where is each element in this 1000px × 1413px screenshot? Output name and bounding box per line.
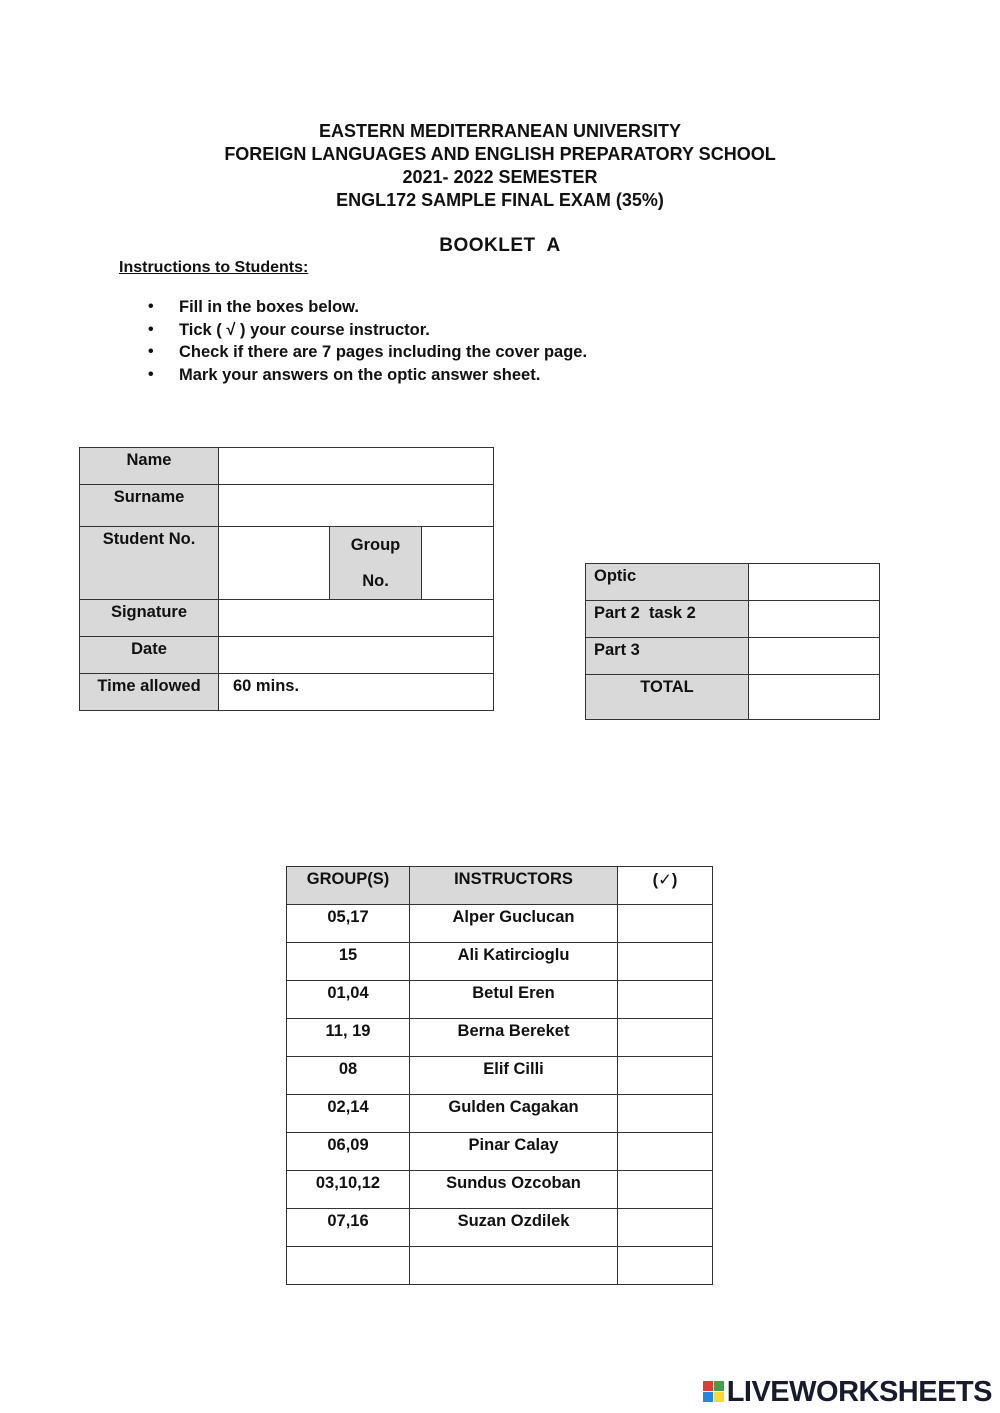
groups-cell: 08 — [287, 1057, 410, 1095]
tick-cell[interactable] — [618, 1095, 713, 1133]
groups-cell: 11, 19 — [287, 1019, 410, 1057]
part2-task2-score-field[interactable] — [749, 601, 880, 638]
groups-cell: 01,04 — [287, 981, 410, 1019]
table-row — [287, 905, 713, 943]
list-item: • Check if there are 7 pages including the cover page. — [119, 341, 587, 364]
total-label: TOTAL — [586, 675, 749, 720]
tick-cell[interactable] — [618, 1171, 713, 1209]
instructor-name-cell: Pinar Calay — [410, 1133, 618, 1171]
tick-cell[interactable] — [618, 1019, 713, 1057]
table-row — [287, 1057, 713, 1095]
groups-cell: 06,09 — [287, 1133, 410, 1171]
tick-cell[interactable] — [618, 1057, 713, 1095]
time-allowed-value: 60 mins. — [219, 674, 494, 711]
groups-cell-empty[interactable] — [287, 1247, 410, 1285]
table-row — [287, 1019, 713, 1057]
group-no-field[interactable] — [422, 527, 494, 600]
table-row — [287, 1209, 713, 1247]
instructor-name-cell: Elif Cilli — [410, 1057, 618, 1095]
table-row — [287, 981, 713, 1019]
university-name: EASTERN MEDITERRANEAN UNIVERSITY — [318, 121, 682, 141]
liveworksheets-logo — [703, 1377, 992, 1407]
list-item: • Mark your answers on the optic answer sheet. — [119, 364, 587, 387]
bullet-icon: • — [148, 343, 154, 360]
table-row — [287, 943, 713, 981]
surname-field[interactable] — [219, 485, 494, 527]
date-label: Date — [80, 637, 219, 674]
time-allowed-label: Time allowed — [80, 674, 219, 711]
groups-cell: 05,17 — [287, 905, 410, 943]
bullet-icon: • — [148, 365, 154, 383]
groups-cell: 07,16 — [287, 1209, 410, 1247]
groups-cell: 02,14 — [287, 1095, 410, 1133]
instructor-table — [286, 866, 713, 1285]
name-field[interactable] — [219, 448, 494, 485]
instructor-name-cell: Sundus Ozcoban — [410, 1171, 618, 1209]
tick-cell[interactable] — [618, 943, 713, 981]
instructor-name-cell: Betul Eren — [410, 981, 618, 1019]
name-label: Name — [80, 448, 219, 485]
tick-cell[interactable] — [618, 1133, 713, 1171]
exam-header — [0, 120, 1000, 212]
signature-label: Signature — [80, 600, 219, 637]
instructor-name-cell: Berna Bereket — [410, 1019, 618, 1057]
exam-title: ENGL172 SAMPLE FINAL EXAM (35%) — [336, 190, 664, 210]
date-field[interactable] — [219, 637, 494, 674]
groups-cell: 15 — [287, 943, 410, 981]
part3-label: Part 3 — [586, 638, 749, 675]
score-table — [585, 563, 880, 720]
group-no-label: Group No. — [330, 527, 422, 600]
instructions-list — [119, 296, 587, 386]
bullet-icon: • — [148, 320, 154, 338]
list-item: • Fill in the boxes below. — [119, 296, 587, 319]
student-no-field[interactable] — [219, 527, 330, 600]
total-score-field[interactable] — [749, 675, 880, 720]
tick-cell[interactable] — [618, 905, 713, 943]
list-item: • Tick ( √ ) your course instructor. — [119, 319, 587, 342]
student-no-label: Student No. — [80, 527, 219, 600]
surname-label: Surname — [80, 485, 219, 527]
tick-cell[interactable] — [618, 981, 713, 1019]
instructions-title: Instructions to Students: — [119, 259, 309, 276]
instructors-header: INSTRUCTORS — [410, 867, 618, 905]
instructor-name-cell: Ali Katircioglu — [410, 943, 618, 981]
tick-cell[interactable] — [618, 1247, 713, 1285]
tick-header: (✓) — [618, 867, 713, 905]
liveworksheets-logo-icon — [703, 1381, 725, 1403]
table-row — [287, 1171, 713, 1209]
part3-score-field[interactable] — [749, 638, 880, 675]
table-row — [287, 1133, 713, 1171]
booklet-label: BOOKLET A — [439, 235, 561, 256]
part2-task2-label: Part 2 task 2 — [586, 601, 749, 638]
instructor-name-cell: Alper Guclucan — [410, 905, 618, 943]
table-row-empty — [287, 1247, 713, 1285]
bullet-icon: • — [148, 298, 154, 315]
groups-header: GROUP(S) — [287, 867, 410, 905]
optic-label: Optic — [586, 564, 749, 601]
optic-score-field[interactable] — [749, 564, 880, 601]
instructor-name-cell-empty[interactable] — [410, 1247, 618, 1285]
signature-field[interactable] — [219, 600, 494, 637]
instructor-name-cell: Suzan Ozdilek — [410, 1209, 618, 1247]
tick-cell[interactable] — [618, 1209, 713, 1247]
liveworksheets-logo-text: LIVEWORKSHEETS — [726, 1376, 992, 1408]
groups-cell: 03,10,12 — [287, 1171, 410, 1209]
table-row — [287, 1095, 713, 1133]
school-name: FOREIGN LANGUAGES AND ENGLISH PREPARATORY SCHOOL — [224, 144, 776, 164]
instructor-name-cell: Gulden Cagakan — [410, 1095, 618, 1133]
semester: 2021- 2022 SEMESTER — [402, 167, 598, 187]
student-info-table — [79, 447, 494, 711]
